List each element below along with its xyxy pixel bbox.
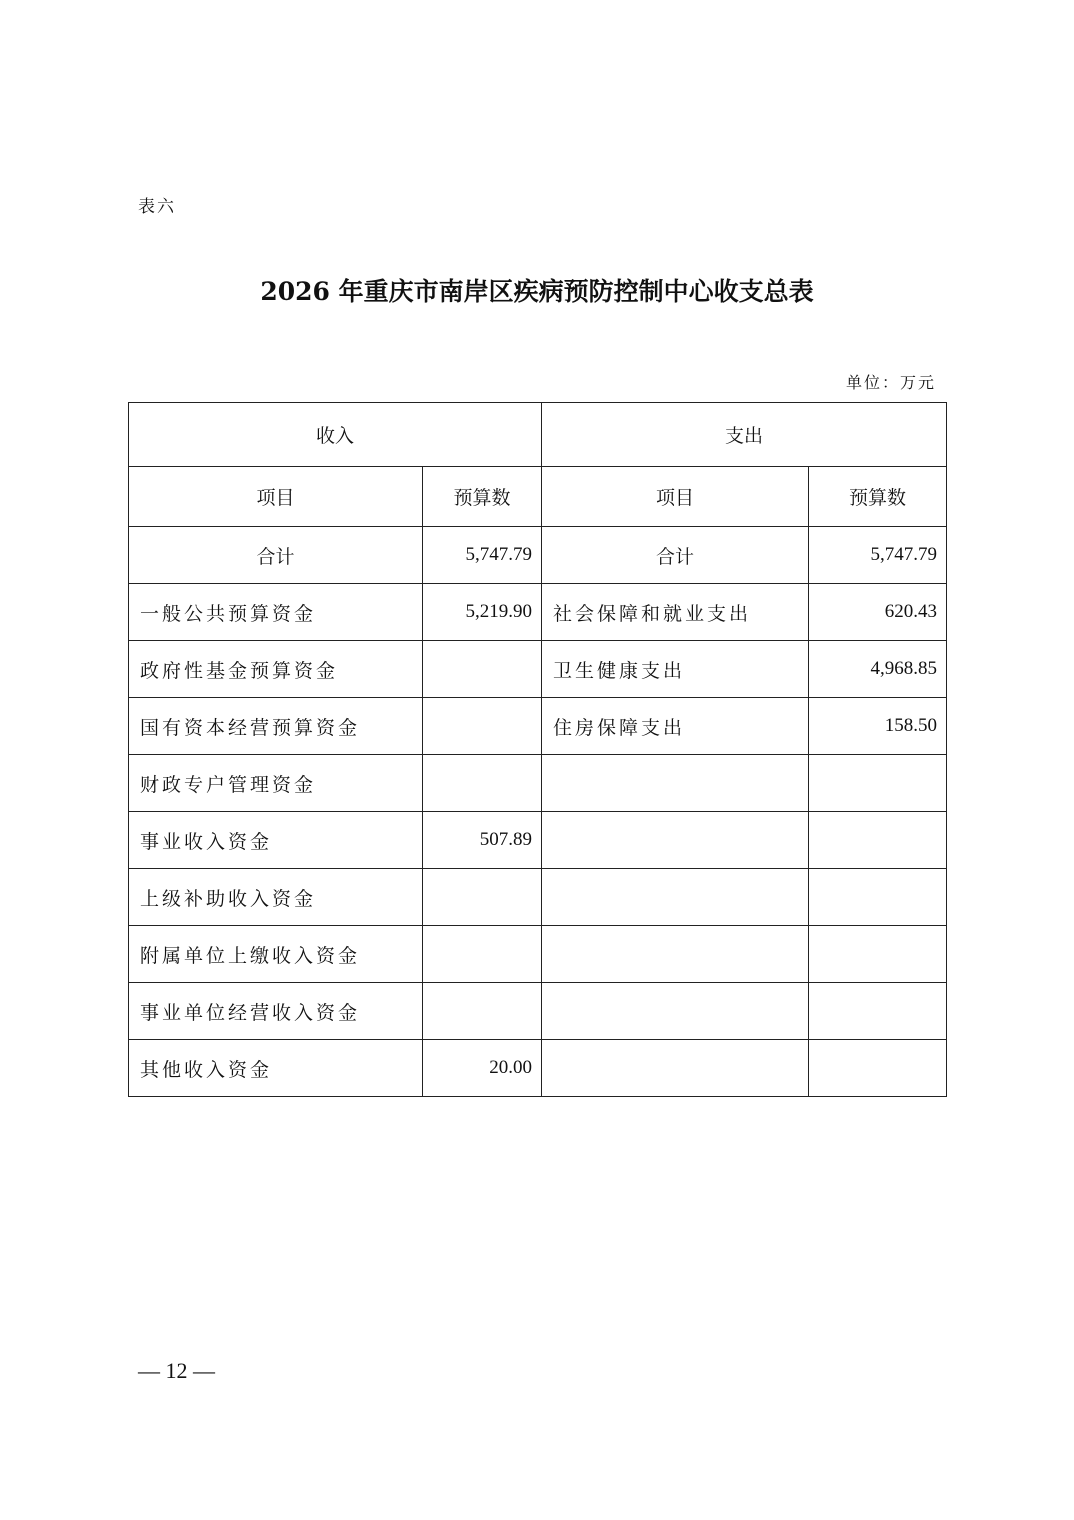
table-row [129,983,947,1040]
total-row [129,527,947,584]
income-total-value: 5,747.79 [423,527,542,584]
expense-value-cell [809,755,947,812]
expense-value-cell [809,812,947,869]
expense-value-cell: 4,968.85 [809,641,947,698]
income-item-cell: 其他收入资金 [129,1040,423,1097]
expense-total-value: 5,747.79 [809,527,947,584]
expense-item-cell [542,1040,809,1097]
expense-item-cell: 住房保障支出 [542,698,809,755]
expense-item-cell [542,755,809,812]
budget-summary-table [128,402,947,1097]
table-row [129,641,947,698]
expense-amount-header: 预算数 [809,467,947,527]
income-value-cell [423,926,542,983]
expense-item-cell: 社会保障和就业支出 [542,584,809,641]
income-item-cell: 财政专户管理资金 [129,755,423,812]
table-row [129,926,947,983]
table-row [129,584,947,641]
page-title: 2026 年重庆市南岸区疾病预防控制中心收支总表 [260,277,814,306]
table-row [129,698,947,755]
income-item-cell: 事业单位经营收入资金 [129,983,423,1040]
table-row [129,1040,947,1097]
income-value-cell [423,983,542,1040]
expense-item-cell [542,926,809,983]
header-row-columns [129,467,947,527]
income-section-header: 收入 [129,403,542,467]
table-row [129,812,947,869]
income-item-cell: 一般公共预算资金 [129,584,423,641]
expense-value-cell [809,1040,947,1097]
table-tag: 表六 [138,197,176,217]
income-value-cell: 5,219.90 [423,584,542,641]
income-value-cell [423,755,542,812]
expense-item-cell [542,869,809,926]
income-item-cell: 国有资本经营预算资金 [129,698,423,755]
header-row-sections [129,403,947,467]
table-row [129,755,947,812]
expense-value-cell [809,926,947,983]
expense-item-cell: 卫生健康支出 [542,641,809,698]
income-value-cell: 507.89 [423,812,542,869]
income-item-cell: 事业收入资金 [129,812,423,869]
income-value-cell [423,869,542,926]
expense-total-label: 合计 [542,527,809,584]
income-item-cell: 政府性基金预算资金 [129,641,423,698]
income-item-cell: 上级补助收入资金 [129,869,423,926]
income-value-cell [423,641,542,698]
expense-item-header: 项目 [542,467,809,527]
expense-item-cell [542,812,809,869]
expense-item-cell [542,983,809,1040]
income-amount-header: 预算数 [423,467,542,527]
expense-value-cell [809,983,947,1040]
expense-value-cell: 158.50 [809,698,947,755]
income-value-cell [423,698,542,755]
expense-section-header: 支出 [542,403,947,467]
unit-label: 单位：万元 [845,373,936,392]
page-number: — 12 — [138,1358,215,1383]
income-item-header: 项目 [129,467,423,527]
table-row [129,869,947,926]
income-total-label: 合计 [129,527,423,584]
income-value-cell: 20.00 [423,1040,542,1097]
expense-value-cell: 620.43 [809,584,947,641]
expense-value-cell [809,869,947,926]
income-item-cell: 附属单位上缴收入资金 [129,926,423,983]
